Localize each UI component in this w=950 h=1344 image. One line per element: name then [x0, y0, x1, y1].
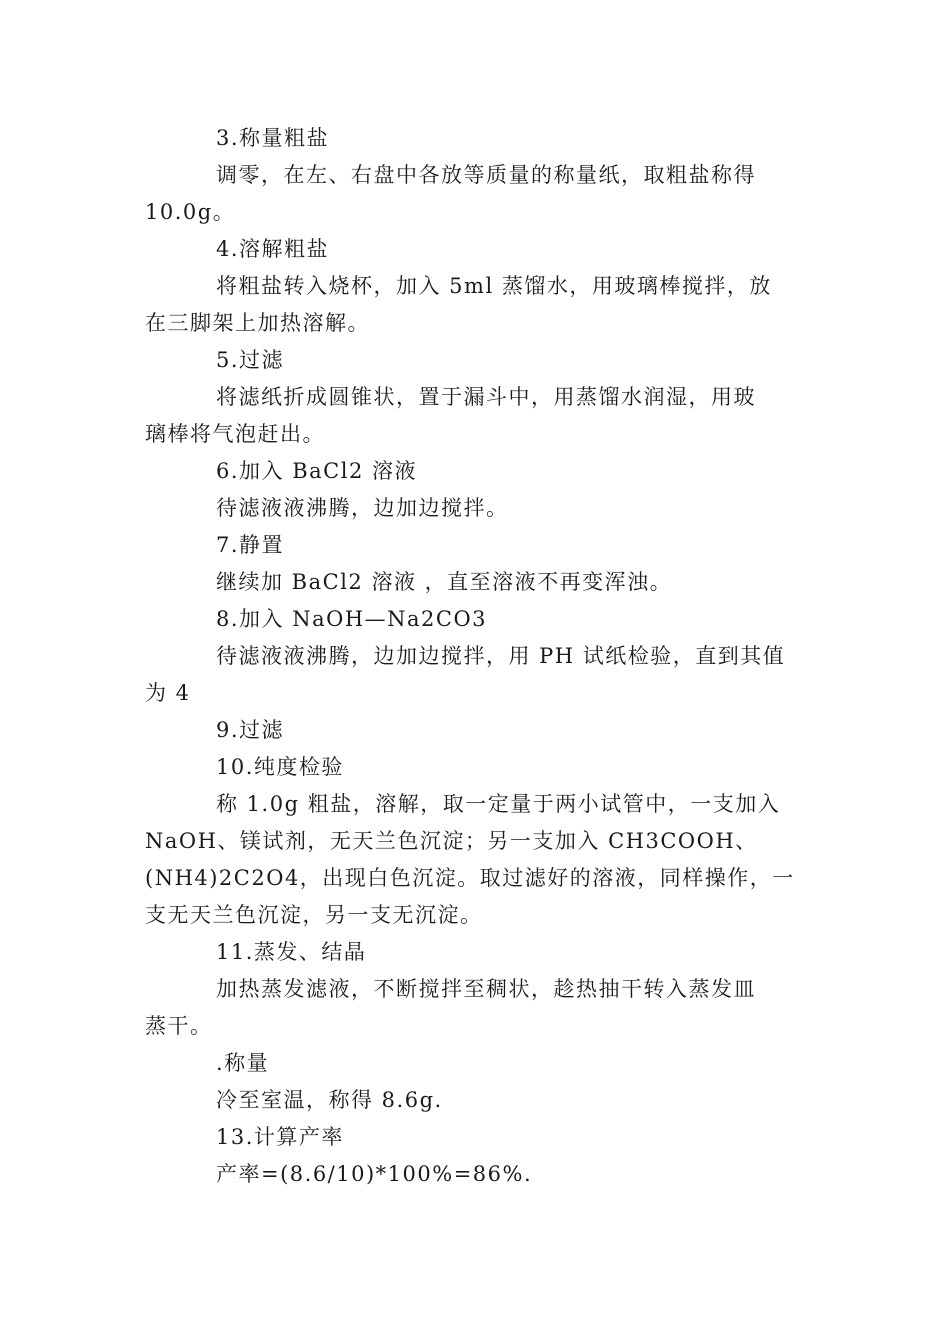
- step-5-text: 将滤纸折成圆锥状，置于漏斗中，用蒸馏水润湿，用玻: [216, 385, 756, 409]
- step-3-heading: 3.称量粗盐: [216, 126, 330, 150]
- step-13-heading: 13.计算产率: [216, 1125, 344, 1149]
- step-7-heading: 7.静置: [216, 533, 285, 557]
- step-8-text-cont: 为 4: [145, 681, 191, 705]
- step-3-text: 调零，在左、右盘中各放等质量的称量纸，取粗盐称得: [216, 163, 756, 187]
- step-9-heading: 9.过滤: [216, 718, 285, 742]
- step-10-text-cont-2: (NH4)2C2O4，出现白色沉淀。取过滤好的溶液，同样操作，一: [145, 866, 795, 890]
- step-5-text-cont: 璃棒将气泡赶出。: [145, 422, 325, 446]
- step-5-heading: 5.过滤: [216, 348, 285, 372]
- step-12-text: 冷至室温，称得 8.6g.: [216, 1088, 443, 1112]
- step-4-heading: 4.溶解粗盐: [216, 237, 330, 261]
- step-12-heading: .称量: [216, 1051, 270, 1075]
- step-6-heading: 6.加入 BaCl2 溶液: [216, 459, 417, 483]
- step-8-heading: 8.加入 NaOH—Na2CO3: [216, 607, 488, 631]
- step-4-text: 将粗盐转入烧杯，加入 5ml 蒸馏水，用玻璃棒搅拌，放: [216, 274, 772, 298]
- step-8-text: 待滤液液沸腾，边加边搅拌，用 PH 试纸检验，直到其值: [216, 644, 786, 668]
- step-11-text: 加热蒸发滤液，不断搅拌至稠状，趁热抽干转入蒸发皿: [216, 977, 756, 1001]
- step-10-text-cont-1: NaOH、镁试剂，无天兰色沉淀；另一支加入 CH3COOH、: [145, 829, 758, 853]
- step-11-text-cont: 蒸干。: [145, 1014, 213, 1038]
- step-4-text-cont: 在三脚架上加热溶解。: [145, 311, 370, 335]
- step-7-text: 继续加 BaCl2 溶液 ，直至溶液不再变浑浊。: [216, 570, 673, 594]
- step-6-text: 待滤液液沸腾，边加边搅拌。: [216, 496, 509, 520]
- step-10-text-cont-3: 支无天兰色沉淀，另一支无沉淀。: [145, 903, 483, 927]
- step-11-heading: 11.蒸发、结晶: [216, 940, 367, 964]
- step-10-heading: 10.纯度检验: [216, 755, 344, 779]
- step-3-text-cont: 10.0g。: [145, 200, 236, 224]
- step-10-text: 称 1.0g 粗盐，溶解，取一定量于两小试管中，一支加入: [216, 792, 781, 816]
- step-13-text: 产率=(8.6/10)*100%=86%.: [216, 1162, 533, 1186]
